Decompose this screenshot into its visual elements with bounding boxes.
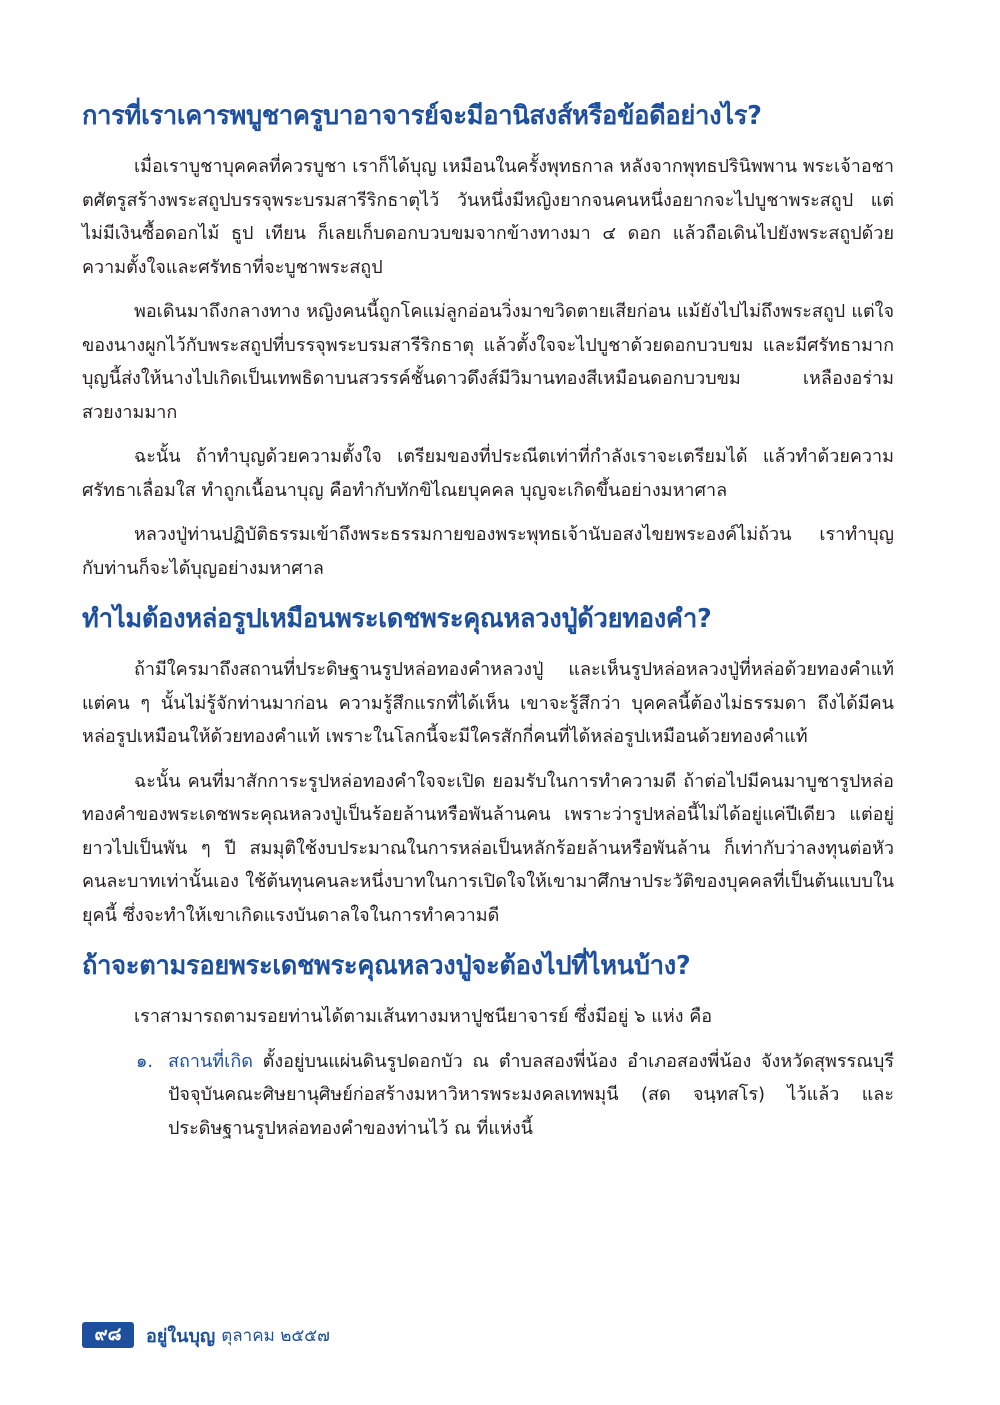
article-page	[82, 92, 894, 1145]
issue-date: ตุลาคม ๒๕๕๗	[221, 1325, 330, 1346]
paragraph: ฉะนั้น ถ้าทำบุญด้วยความตั้งใจ เตรียมของที่ประณีตเท่าที่กำลังเราจะเตรียมได้ แล้วทำด้วยความศรัทธาเลื่อมใส ทำถูกเนื้อนาบุญ คือทำกับทักขิไณยบุคคล บุญจะเกิดขึ้นอย่างมหาศาล	[82, 446, 894, 501]
section-heading-3: ถ้าจะตามรอยพระเดชพระคุณหลวงปู่จะต้องไปที่ไหนบ้าง?	[82, 951, 691, 981]
page-number: ๙๘	[82, 1322, 134, 1348]
paragraph: ฉะนั้น คนที่มาสักการะรูปหล่อทองคำใจจะเปิด ยอมรับในการทำความดี ถ้าต่อไปมีคนมาบูชารูปหล่อทองคำของพระเดชพระคุณหลวงปู่เป็นร้อยล้านหรือพันล้านคน เพราะว่ารูปหล่อนี้ไม่ได้อยู่แค่ปีเดียว แต่อยู่ยาวไปเป็นพัน ๆ ปี สมมุติใช้งบประมาณในการหล่อเป็นหลักร้อยล้านหรือพันล้าน ก็เท่ากับว่าลงทุนต่อหัวคนละบาทเท่านั้นเอง ใช้ต้นทุนคนละหนึ่งบาทในการเปิดใจให้เขามาศึกษาประวัติของบุคคลที่เป็นต้นแบบในยุคนี้ ซึ่งจะทำให้เขาเกิดแรงบันดาลใจในการทำความดี	[82, 770, 894, 926]
paragraph: หลวงปู่ท่านปฏิบัติธรรมเข้าถึงพระธรรมกายของพระพุทธเจ้านับอสงไขยพระองค์ไม่ถ้วน เราทำบุญกับท่านก็จะได้บุญอย่างมหาศาล	[82, 524, 894, 579]
list-item-title: สถานที่เกิด	[168, 1050, 253, 1072]
section-heading-1: การที่เราเคารพบูชาครูบาอาจารย์จะมีอานิสงส์หรือข้อดีอย่างไร?	[82, 101, 762, 131]
paragraph: พอเดินมาถึงกลางทาง หญิงคนนี้ถูกโคแม่ลูกอ่อนวิ่งมาขวิดตายเสียก่อน แม้ยังไปไม่ถึงพระสถูป แต่ใจของนางผูกไว้กับพระสถูปที่บรรจุพระบรมสารีริกธาตุ แล้วตั้งใจจะไปบูชาด้วยดอกบวบขม และมีศรัทธามาก บุญนี้ส่งให้นางไปเกิดเป็นเทพธิดาบนสวรรค์ชั้นดาวดึงส์มีวิมานทองสีเหมือนดอกบวบขม เหลืองอร่ามสวยงามมาก	[82, 301, 894, 423]
page-footer	[82, 1320, 330, 1350]
list-item-text: ตั้งอยู่บนแผ่นดินรูปดอกบัว ณ ตำบลสองพี่น้อง อำเภอสองพี่น้อง จังหวัดสุพรรณบุรี ปัจจุบันคณะศิษยานุศิษย์ก่อสร้างมหาวิหารพระมงคลเทพมุนี (สด จนฺทสโร) ไว้แล้ว และประดิษฐานรูปหล่อทองคำของท่านไว้ ณ ที่แห่งนี้	[168, 1050, 894, 1139]
list-item	[82, 1045, 894, 1146]
paragraph: เมื่อเราบูชาบุคคลที่ควรบูชา เราก็ได้บุญ เหมือนในครั้งพุทธกาล หลังจากพุทธปรินิพพาน พระเจ้าอชาตศัตรูสร้างพระสถูปบรรจุพระบรมสารีริกธาตุไว้ วันหนึ่งมีหญิงยากจนคนหนึ่งอยากจะไปบูชาพระสถูป แต่ไม่มีเงินซื้อดอกไม้ ธูป เทียน ก็เลยเก็บดอกบวบขมจากข้างทางมา ๔ ดอก แล้วถือเดินไปยังพระสถูปด้วยความตั้งใจและศรัทธาที่จะบูชาพระสถูป	[82, 156, 894, 278]
paragraph: เราสามารถตามรอยท่านได้ตามเส้นทางมหาปูชนียาจารย์ ซึ่งมีอยู่ ๖ แห่ง คือ	[134, 1006, 713, 1027]
magazine-name: อยู่ในบุญ	[146, 1325, 216, 1347]
list-item-number: ๑.	[136, 1050, 154, 1072]
paragraph: ถ้ามีใครมาถึงสถานที่ประดิษฐานรูปหล่อทองคำหลวงปู่ และเห็นรูปหล่อหลวงปู่ที่หล่อด้วยทองคำแท้ แต่คน ๆ นั้นไม่รู้จักท่านมาก่อน ความรู้สึกแรกที่ได้เห็น เขาจะรู้สึกว่า บุคคลนี้ต้องไม่ธรรมดา ถึงได้มีคนหล่อรูปเหมือนให้ด้วยทองคำแท้ เพราะในโลกนี้จะมีใครสักกี่คนที่ได้หล่อรูปเหมือนด้วยทองคำแท้	[82, 659, 894, 747]
section-heading-2: ทำไมต้องหล่อรูปเหมือนพระเดชพระคุณหลวงปู่ด้วยทองคำ?	[82, 604, 712, 634]
